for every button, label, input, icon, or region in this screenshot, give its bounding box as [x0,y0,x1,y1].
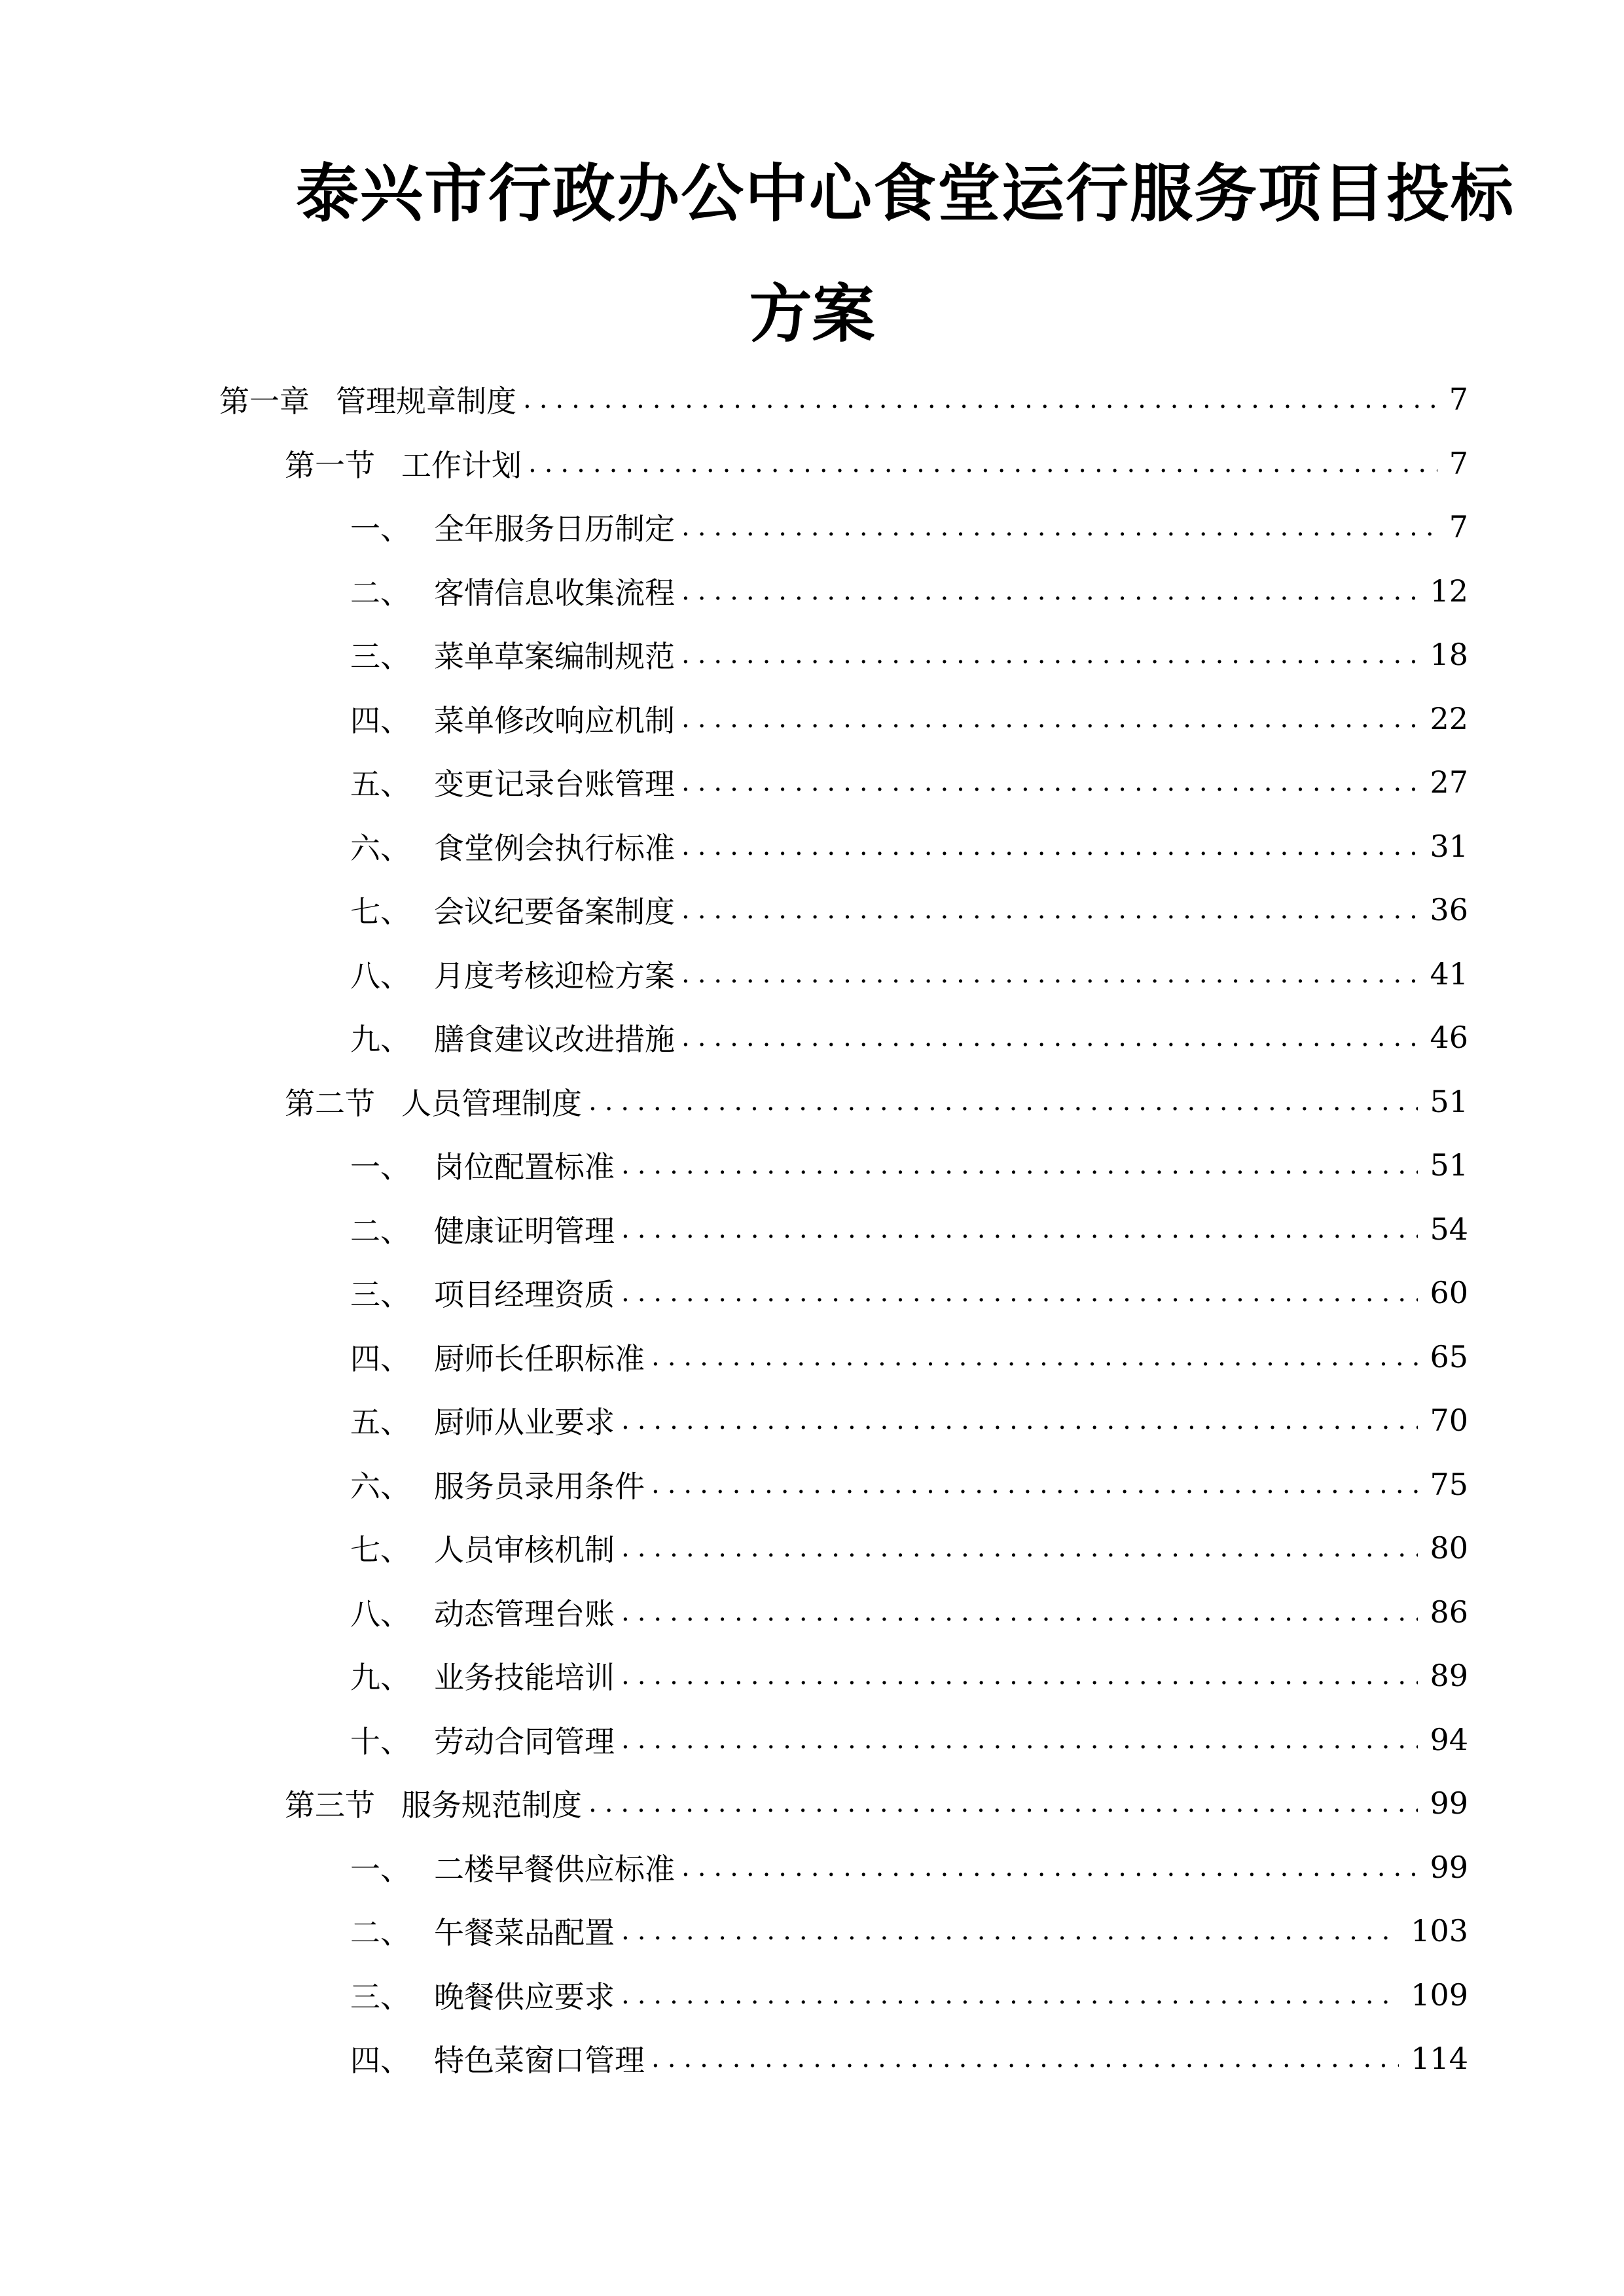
toc-entry[interactable] [350,1972,1468,2018]
toc-entry-number: 第一章 [219,384,310,419]
toc-entry-number: 第三节 [285,1787,375,1823]
toc-dot-leader [621,1660,1418,1691]
toc-dot-leader [621,1980,1399,2010]
toc-entry-title: 变更记录台账管理 [434,766,675,802]
toc-entry[interactable] [350,1270,1468,1316]
toc-entry[interactable] [285,1780,1468,1826]
toc-entry-page: 51 [1430,1147,1468,1183]
toc-entry[interactable] [350,759,1468,805]
toc-entry-title: 业务技能培训 [434,1660,615,1695]
toc-entry-page: 22 [1430,701,1468,736]
toc-entry-title: 客情信息收集流程 [434,575,675,611]
toc-dot-leader [621,1214,1418,1244]
toc-dot-leader [621,1916,1399,1946]
toc-entry-title: 动态管理台账 [434,1596,615,1632]
toc-entry-page: 75 [1430,1467,1468,1502]
toc-entry-page: 89 [1430,1658,1468,1693]
toc-entry-number: 二、 [350,1915,410,1950]
toc-entry-page: 86 [1430,1594,1468,1630]
toc-dot-leader [681,895,1418,925]
toc-entry[interactable] [350,1908,1468,1954]
toc-entry[interactable] [350,887,1468,933]
toc-entry-number: 四、 [350,2043,410,2078]
toc-dot-leader [681,959,1418,989]
toc-entry[interactable] [350,504,1468,550]
toc-entry-number: 四、 [350,703,410,738]
toc-dot-leader [681,576,1418,606]
toc-entry[interactable] [219,376,1468,422]
toc-dot-leader [681,831,1418,861]
toc-entry-number: 二、 [350,575,410,611]
toc-entry[interactable] [350,1206,1468,1252]
toc-entry-page: 31 [1430,829,1468,864]
toc-entry[interactable] [350,823,1468,869]
toc-entry-page: 103 [1411,1913,1468,1948]
toc-entry-number: 五、 [350,1405,410,1440]
toc-entry-page: 65 [1430,1339,1468,1374]
toc-entry-page: 99 [1430,1785,1468,1821]
toc-entry-title: 厨师从业要求 [434,1405,615,1440]
toc-entry-title: 管理规章制度 [336,384,516,419]
toc-entry-page: 109 [1411,1977,1468,2013]
toc-entry-title: 工作计划 [401,448,522,483]
toc-entry-page: 41 [1430,956,1468,992]
toc-entry[interactable] [350,1397,1468,1443]
toc-entry-page: 99 [1430,1850,1468,1885]
toc-entry-number: 七、 [350,1532,410,1568]
toc-entry-number: 第二节 [285,1086,375,1121]
toc-entry-number: 一、 [350,511,410,547]
toc-entry-page: 114 [1411,2041,1468,2076]
toc-entry-title: 食堂例会执行标准 [434,831,675,866]
toc-entry-title: 服务员录用条件 [434,1469,645,1504]
toc-dot-leader [621,1597,1418,1627]
toc-entry-title: 岗位配置标准 [434,1149,615,1185]
toc-entry-number: 十、 [350,1724,410,1759]
toc-entry-title: 午餐菜品配置 [434,1915,615,1950]
toc-entry-page: 46 [1430,1020,1468,1055]
toc-entry[interactable] [350,1462,1468,1507]
toc-dot-leader [621,1533,1418,1563]
document-title-continued: 方案 [749,278,875,351]
toc-entry[interactable] [350,1844,1468,1890]
toc-entry-title: 菜单草案编制规范 [434,639,675,674]
toc-entry-page: 7 [1449,446,1468,481]
toc-entry[interactable] [350,1653,1468,1698]
toc-entry-page: 7 [1449,382,1468,417]
toc-dot-leader [681,767,1418,797]
toc-entry[interactable] [350,632,1468,677]
toc-entry-title: 项目经理资质 [434,1277,615,1312]
toc-entry-page: 94 [1430,1722,1468,1757]
toc-entry-number: 一、 [350,1149,410,1185]
toc-entry[interactable] [285,440,1468,486]
toc-dot-leader [621,1278,1418,1308]
toc-dot-leader [681,704,1418,734]
toc-entry-number: 五、 [350,766,410,802]
toc-entry-page: 80 [1430,1530,1468,1566]
toc-dot-leader [681,512,1437,542]
toc-entry[interactable] [350,1525,1468,1571]
toc-entry[interactable] [350,568,1468,614]
toc-entry-page: 7 [1449,509,1468,545]
toc-dot-leader [588,1788,1418,1818]
toc-entry-page: 18 [1430,637,1468,672]
toc-entry[interactable] [350,951,1468,997]
toc-entry-title: 人员审核机制 [434,1532,615,1568]
toc-entry-title: 会议纪要备案制度 [434,894,675,929]
toc-entry-title: 二楼早餐供应标准 [434,1852,675,1887]
toc-entry-number: 三、 [350,639,410,674]
toc-entry-number: 八、 [350,958,410,994]
toc-entry-page: 70 [1430,1403,1468,1438]
document-title: 泰兴市行政办公中心食堂运行服务项目投标 [296,157,1515,230]
toc-entry-title: 特色菜窗口管理 [434,2043,645,2078]
toc-entry-page: 36 [1430,892,1468,927]
toc-dot-leader [523,384,1437,414]
toc-entry[interactable] [350,1014,1468,1060]
toc-entry[interactable] [350,1142,1468,1188]
toc-entry-number: 七、 [350,894,410,929]
toc-dot-leader [681,1852,1418,1882]
toc-entry-title: 厨师长任职标准 [434,1341,645,1376]
toc-entry-page: 12 [1430,573,1468,609]
toc-entry-title: 月度考核迎检方案 [434,958,675,994]
toc-entry-number: 四、 [350,1341,410,1376]
toc-entry[interactable] [350,1589,1468,1635]
toc-entry[interactable] [350,696,1468,742]
toc-entry-number: 九、 [350,1022,410,1057]
toc-entry-title: 膳食建议改进措施 [434,1022,675,1057]
toc-entry-number: 六、 [350,831,410,866]
toc-entry-number: 八、 [350,1596,410,1632]
toc-entry[interactable] [350,1717,1468,1763]
toc-entry-title: 劳动合同管理 [434,1724,615,1759]
toc-entry-title: 人员管理制度 [401,1086,582,1121]
toc-entry[interactable] [285,1079,1468,1124]
toc-entry-page: 27 [1430,764,1468,800]
toc-dot-leader [681,639,1418,670]
toc-dot-leader [528,448,1437,478]
toc-dot-leader [681,1022,1418,1052]
toc-entry-page: 60 [1430,1275,1468,1310]
toc-entry-number: 第一节 [285,448,375,483]
toc-dot-leader [588,1086,1418,1117]
toc-dot-leader [621,1725,1418,1755]
toc-entry-title: 服务规范制度 [401,1787,582,1823]
toc-entry-title: 全年服务日历制定 [434,511,675,547]
toc-dot-leader [621,1405,1418,1435]
toc-dot-leader [651,1342,1418,1372]
toc-entry-page: 54 [1430,1211,1468,1247]
toc-entry-title: 菜单修改响应机制 [434,703,675,738]
toc-entry-number: 二、 [350,1213,410,1249]
toc-entry-number: 三、 [350,1277,410,1312]
toc-entry-title: 晚餐供应要求 [434,1979,615,2015]
toc-entry[interactable] [350,2036,1468,2081]
toc-dot-leader [651,1469,1418,1499]
toc-entry-number: 一、 [350,1852,410,1887]
toc-entry-title: 健康证明管理 [434,1213,615,1249]
toc-dot-leader [621,1150,1418,1180]
toc-entry-number: 六、 [350,1469,410,1504]
toc-entry-page: 51 [1430,1084,1468,1119]
toc-dot-leader [651,2043,1399,2073]
toc-entry[interactable] [350,1334,1468,1380]
toc-entry-number: 九、 [350,1660,410,1695]
toc-entry-number: 三、 [350,1979,410,2015]
